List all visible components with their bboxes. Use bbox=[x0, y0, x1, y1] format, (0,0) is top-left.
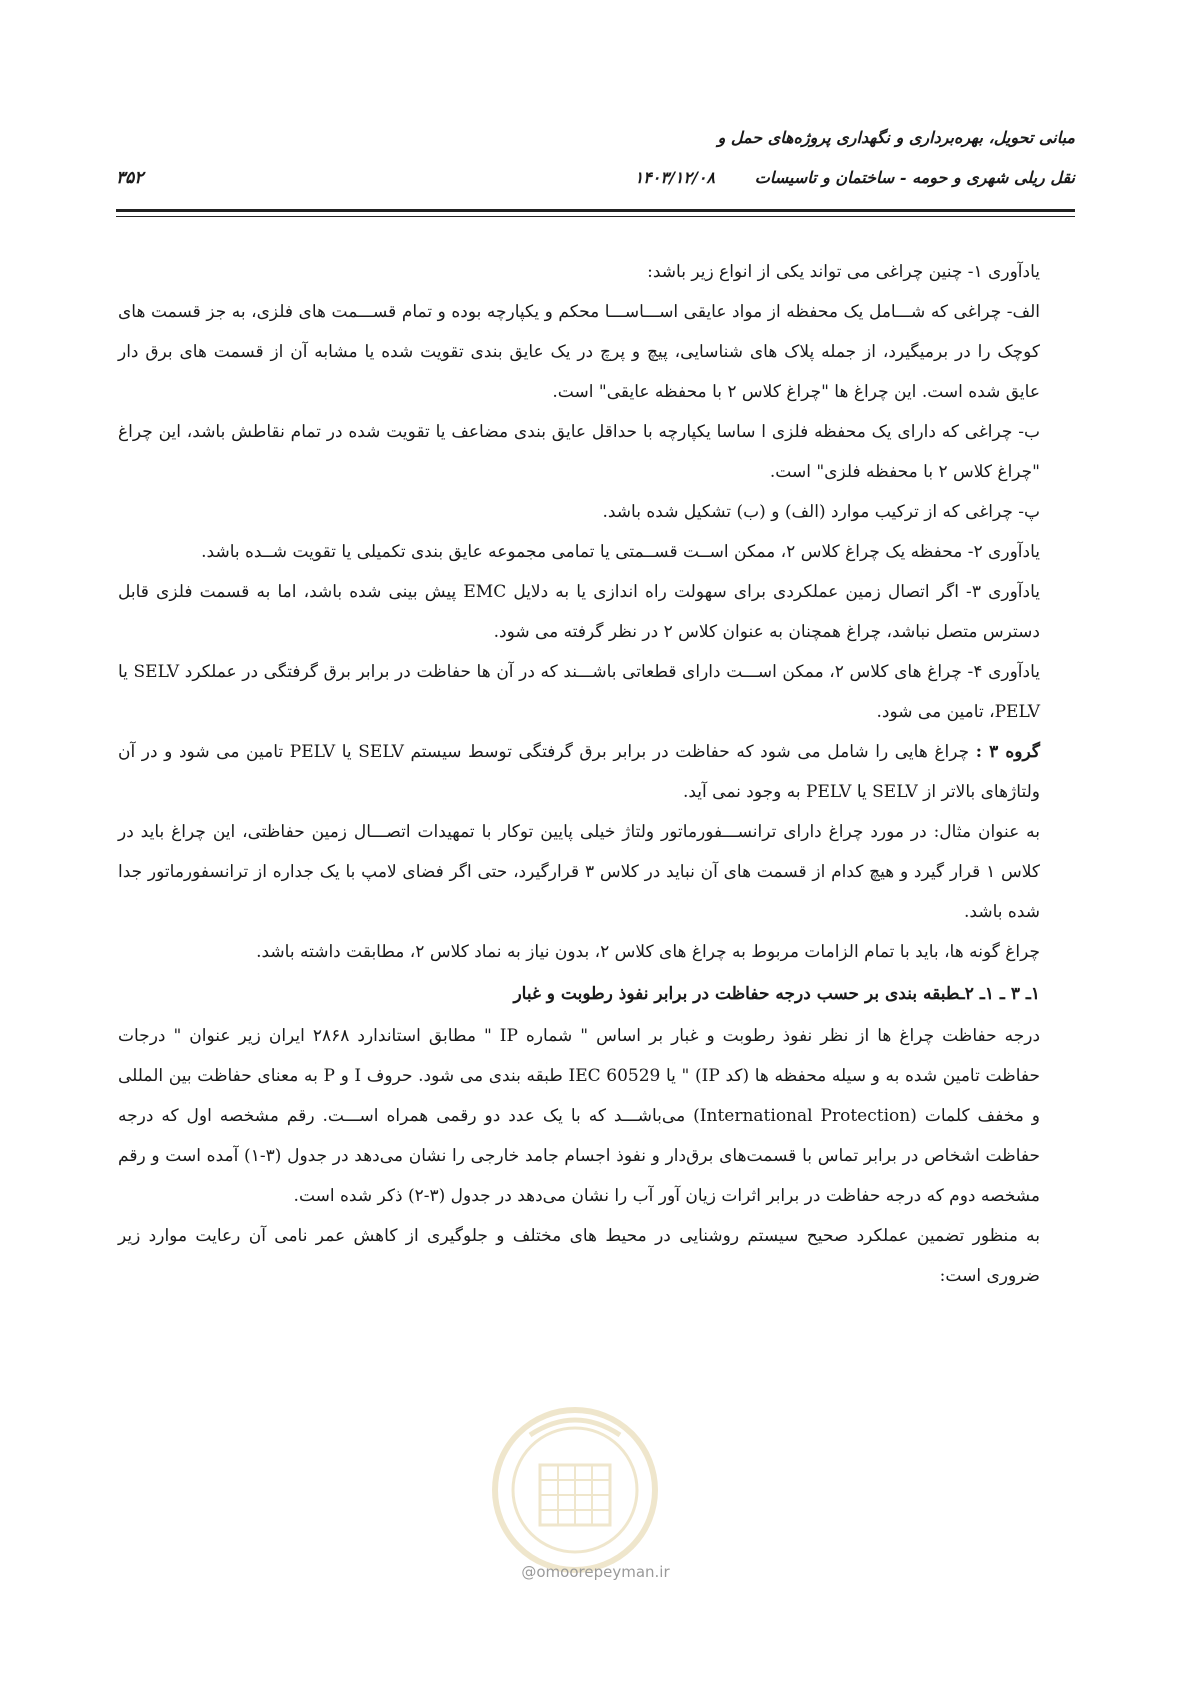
page-number: ۳۵۲ bbox=[116, 168, 144, 188]
paragraph-note-1: یادآوری ۱- چنین چراغی می تواند یکی از انواع زیر باشد: bbox=[647, 262, 1040, 282]
paragraph-pe: پ- چراغی که از ترکیب موارد (الف) و (ب) تشکیل شده باشد. bbox=[602, 502, 1040, 522]
document-body bbox=[118, 252, 1073, 1296]
page-header bbox=[116, 128, 1075, 218]
header-date: ۱۴۰۳/۱۲/۰۸ bbox=[634, 168, 715, 187]
paragraph-ip-rating: درجه حفاظت چراغ ها از نظر نفوذ رطوبت و غبار بر اساس " شماره IP " مطابق استاندارد ۲۸۶۸ ایران زیر عنوان " درجات حفاظت تامین شده به و سیله محفظه ها (کد IP) " یا IEC 60529 طبقه بندی می شود. حروف I و P به معنای حفاظت بین المللی و مخفف کلمات (International Protection) می‌باشـــد که با یک عدد دو رقمی همراه اســـت. رقم مشخصه اول که درجه حفاظت اشخاص در برابر تماس با قسمت‌های برق‌دار و نفوذ اجسام جامد خارجی را نشان می‌دهد در جدول (۳-۱) آمده است و رقم مشخصه دوم که درجه حفاظت در برابر اثرات زیان آور آب را نشان می‌دهد در جدول (۳-۲) ذکر شده است. bbox=[118, 1026, 1041, 1206]
header-rule-thin bbox=[116, 216, 1075, 217]
paragraph-be: ب- چراغی که دارای یک محفظه فلزی ا ساسا یکپارچه با حداقل عایق بندی مضاعف یا تقویت شده در تمام نقاطش باشد، این چراغ "چراغ کلاس ۲ با محفظه فلزی" است. bbox=[118, 422, 1040, 482]
paragraph-example: به عنوان مثال: در مورد چراغ دارای ترانســـفورماتور ولتاژ خیلی پایین توکار با تمهیدات اتصـــال زمین حفاظتی، این چراغ باید در کلاس ۱ قرار گیرد و هیچ کدام از قسمت های آن نباید در کلاس ۳ قرارگیرد، حتی اگر فضای لامپ با یک جداره از ترانسفورماتور جدا شده باشد. bbox=[118, 822, 1040, 922]
header-rule-thick bbox=[116, 209, 1075, 212]
header-title-line2: نقل ریلی شهری و حومه - ساختمان و تاسیسات bbox=[754, 168, 1075, 187]
paragraph-alef: الف- چراغی که شـــامل یک محفظه از مواد عایقی اســـاســـا محکم و یکپارچه بوده و تمام قســـمت های فلزی، به جز قسمت های کوچک را در برمیگیرد، از جمله پلاک های شناسایی، پیچ و پرچ در یک عایق بندی تقویت شده یا مشابه آن از قسمت های برق دار عایق شده است. این چراغ ها "چراغ کلاس ۲ با محفظه عایقی" است. bbox=[118, 302, 1040, 402]
paragraph-requirements: به منظور تضمین عملکرد صحیح سیستم روشنایی در محیط های مختلف و جلوگیری از کاهش عمر نامی آن رعایت موارد زیر ضروری است: bbox=[118, 1226, 1040, 1286]
group-3-text: چراغ هایی را شامل می شود که حفاظت در برابر برق گرفتگی توسط سیستم SELV یا PELV تامین می شود و در آن ولتاژهای بالاتر از SELV یا PELV به وجود نمی آید. bbox=[118, 742, 1040, 802]
header-title-line1: مبانی تحویل، بهره‌برداری و نگهداری پروژه‌های حمل و bbox=[717, 128, 1075, 147]
paragraph-group-3 bbox=[118, 732, 1073, 812]
section-heading: ۱ـ ۳ ـ ۱ـ ۲ـطبقه بندی بر حسب درجه حفاظت در برابر نفوذ رطوبت و غبار bbox=[513, 984, 1040, 1004]
paragraph-note-2: یادآوری ۲- محفظه یک چراغ کلاس ۲، ممکن اســت قســمتی یا تمامی مجموعه عایق بندی تکمیلی یا تقویت شــده باشد. bbox=[201, 542, 1040, 562]
watermark-text: @omoorepeyman.ir bbox=[521, 1563, 670, 1581]
paragraph-variants: چراغ گونه ها، باید با تمام الزامات مربوط به چراغ های کلاس ۲، بدون نیاز به نماد کلاس ۲، مطابقت داشته باشد. bbox=[256, 942, 1040, 962]
group-3-lead: گروه ۳ : bbox=[975, 742, 1040, 762]
paragraph-note-4: یادآوری ۴- چراغ های کلاس ۲، ممکن اســـت دارای قطعاتی باشـــند که در آن ها حفاظت در برابر برق گرفتگی در عملکرد SELV یا PELV، تامین می شود. bbox=[118, 662, 1040, 722]
paragraph-note-3: یادآوری ۳- اگر اتصال زمین عملکردی برای سهولت راه اندازی یا به دلایل EMC پیش بینی شده باشد، اما به قسمت فلزی قابل دسترس متصل نباشد، چراغ همچنان به عنوان کلاس ۲ در نظر گرفته می شود. bbox=[118, 582, 1040, 642]
